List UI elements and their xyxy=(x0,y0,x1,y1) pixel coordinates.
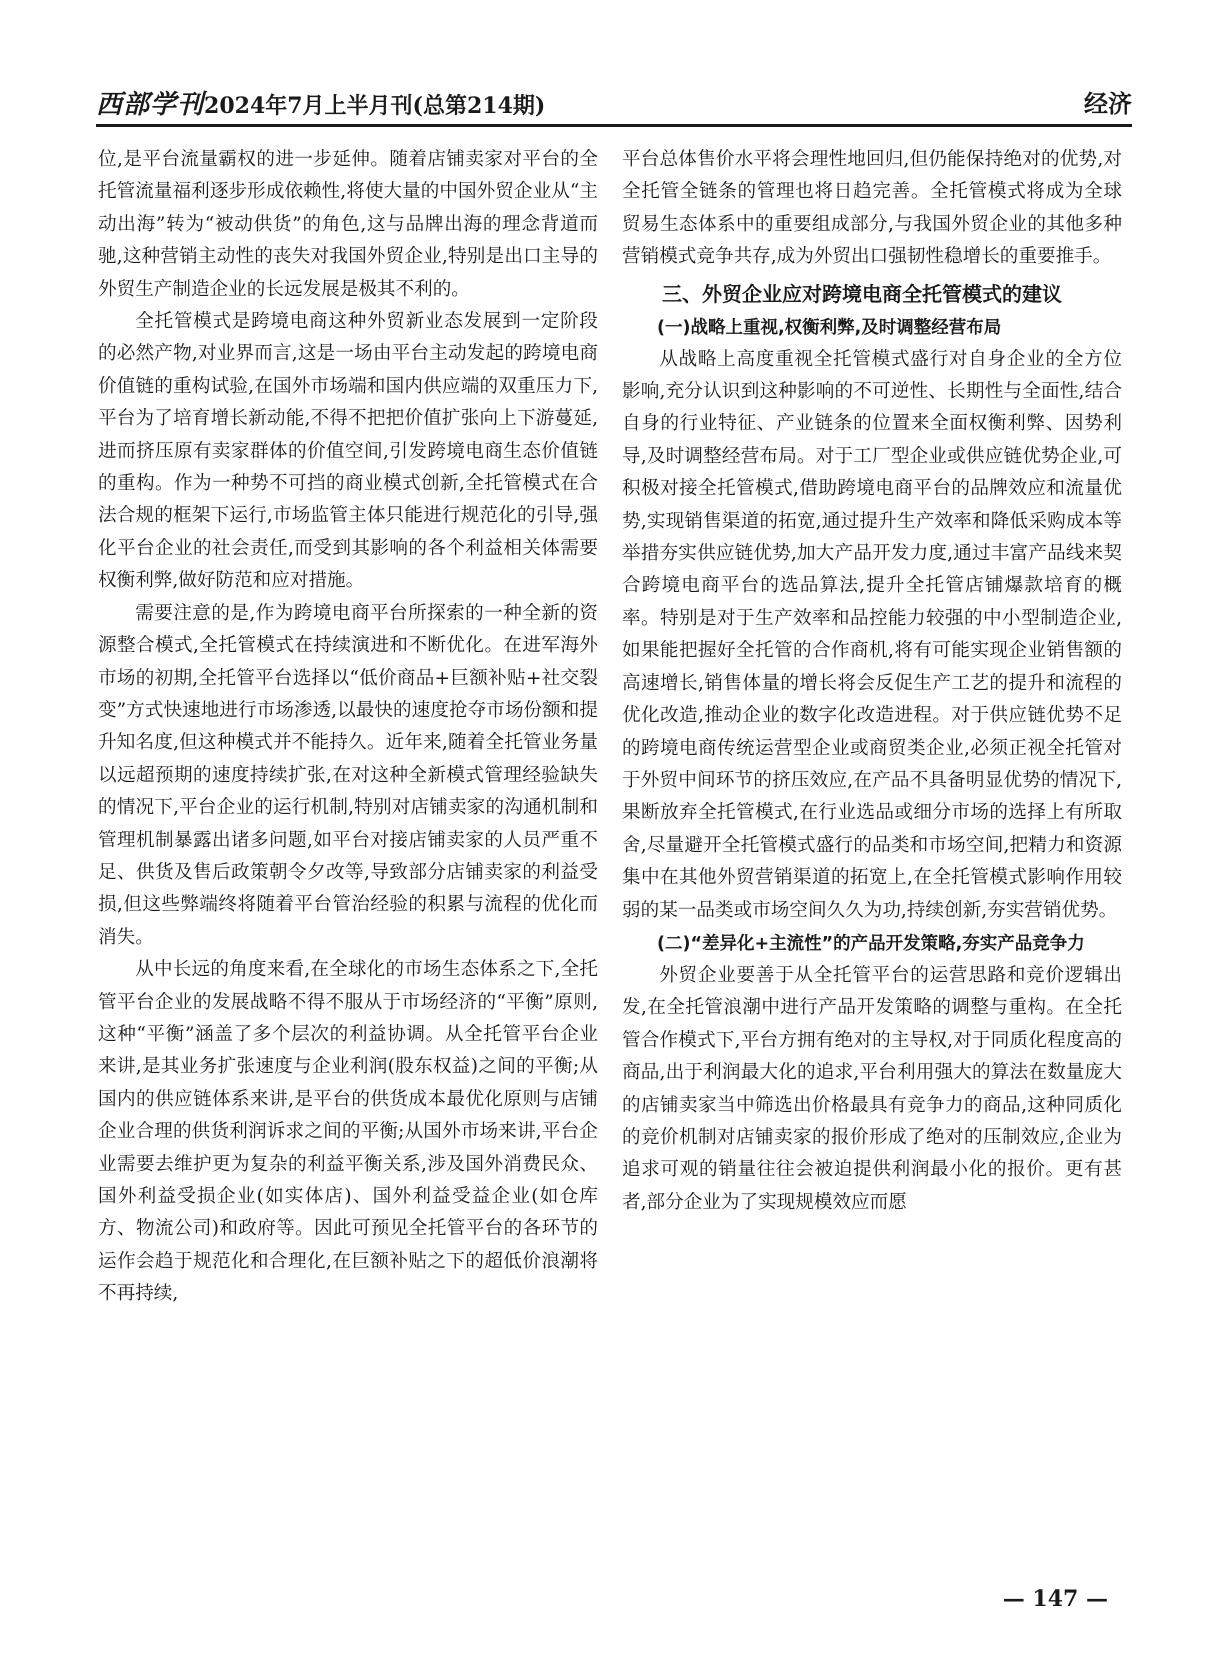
paragraph: 平台总体售价水平将会理性地回归,但仍能保持绝对的优势,对全托管全链条的管理也将日趋完善。全托管模式将成为全球贸易生态体系中的重要组成部分,与我国外贸企业的其他多种营销模式竞争共存,成为外贸出口强韧性稳增长的重要推手。 xyxy=(622,149,1122,268)
header-left xyxy=(96,84,545,121)
right-column xyxy=(622,144,1122,1219)
section-heading: 三、外贸企业应对跨境电商全托管模式的建议 xyxy=(662,281,1062,306)
paragraph: 全托管模式是跨境电商这种外贸新业态发展到一定阶段的必然产物,对业界而言,这是一场由平台主动发起的跨境电商价值链的重构试验,在国外市场端和国内供应端的双重压力下,平台为了培育增长新动能,不得不把把价值扩张向上下游蔓延,进而挤压原有卖家群体的价值空间,引发跨境电商生态价值链的重构。作为一种势不可挡的商业模式创新,全托管模式在合法合规的框架下运行,市场监管主体只能进行规范化的引导,强化平台企业的社会责任,而受到其影响的各个利益相关体需要权衡利弊,做好防范和应对措施。 xyxy=(98,311,598,592)
paragraph: 位,是平台流量霸权的进一步延伸。随着店铺卖家对平台的全托管流量福利逐步形成依赖性,将使大量的中国外贸企业从“主动出海”转为“被动供货”的角色,这与品牌出海的理念背道而驰,这种营销主动性的丧失对我国外贸企业,特别是出口主导的外贸生产制造企业的长远发展是极其不利的。 xyxy=(98,149,598,300)
paragraph: 需要注意的是,作为跨境电商平台所探索的一种全新的资源整合模式,全托管模式在持续演进和不断优化。在进军海外市场的初期,全托管平台选择以“低价商品+巨额补贴+社交裂变”方式快速地进行市场渗透,以最快的速度抢夺市场份额和提升知名度,但这种模式并不能持久。近年来,随着全托管业务量以远超预期的速度持续扩张,在对这种全新模式管理经验缺失的情况下,平台企业的运行机制,特别对店铺卖家的沟通机制和管理机制暴露出诸多问题,如平台对接店铺卖家的人员严重不足、供货及售后政策朝令夕改等,导致部分店铺卖家的利益受损,但这些弊端终将随着平台管治经验的积累与流程的优化而消失。 xyxy=(98,602,598,948)
section-label: 经济 xyxy=(1084,89,1132,118)
paragraph: 外贸企业要善于从全托管平台的运营思路和竞价逻辑出发,在全托管浪潮中进行产品开发策略的调整与重构。在全托管合作模式下,平台方拥有绝对的主导权,对于同质化程度高的商品,出于利润最大化的追求,平台利用强大的算法在数量庞大的店铺卖家当中筛选出价格最具有竞争力的商品,这种同质化的竞价机制对店铺卖家的报价形成了绝对的压制效应,企业为追求可观的销量往往会被迫提供利润最小化的报价。更有甚者,部分企业为了实现规模效应而愿 xyxy=(622,964,1122,1213)
subsection-heading: (一)战略上重视,权衡利弊,及时调整经营布局 xyxy=(657,317,1002,338)
left-column xyxy=(98,144,598,1311)
subsection-heading: (二)“差异化+主流性”的产品开发策略,夯实产品竞争力 xyxy=(657,933,1085,954)
running-header xyxy=(96,84,1132,120)
paragraph: 从中长远的角度来看,在全球化的市场生态体系之下,全托管平台企业的发展战略不得不服从于市场经济的“平衡”原则,这种“平衡”涵盖了多个层次的利益协调。从全托管平台企业来讲,是其业务扩张速度与企业利润(股东权益)之间的平衡;从国内的供应链体系来讲,是平台的供货成本最优化原则与店铺企业合理的供货利润诉求之间的平衡;从国外市场来讲,平台企业需要去维护更为复杂的利益平衡关系,涉及国外消费民众、国外利益受损企业(如实体店)、国外利益受益企业(如仓库方、物流公司)和政府等。因此可预见全托管平台的各环节的运作会趋于规范化和合理化,在巨额补贴之下的超低价浪潮将不再持续, xyxy=(98,959,598,1305)
paragraph: 从战略上高度重视全托管模式盛行对自身企业的全方位影响,充分认识到这种影响的不可逆性、长期性与全面性,结合自身的行业特征、产业链条的位置来全面权衡利弊、因势利导,及时调整经营布局。对于工厂型企业或供应链优势企业,可积极对接全托管模式,借助跨境电商平台的品牌效应和流量优势,实现销售渠道的拓宽,通过提升生产效率和降低采购成本等举措夯实供应链优势,加大产品开发力度,通过丰富产品线来契合跨境电商平台的选品算法,提升全托管店铺爆款培育的概率。特别是对于生产效率和品控能力较强的中小型制造企业,如果能把握好全托管的合作商机,将有可能实现企业销售额的高速增长,销售体量的增长将会反促生产工艺的提升和流程的优化改造,推动企业的数字化改造进程。对于供应链优势不足的跨境电商传统运营型企业或商贸类企业,必须正视全托管对于外贸中间环节的挤压效应,在产品不具备明显优势的情况下,果断放弃全托管模式,在行业选品或细分市场的选择上有所取舍,尽量避开全托管模式盛行的品类和市场空间,把精力和资源集中在其他外贸营销渠道的拓宽上,在全托管模式影响作用较弱的某一品类或市场空间久久为功,持续创新,夯实营销优势。 xyxy=(622,348,1122,921)
issue-info: 2024年7月上半月刊(总第214期) xyxy=(204,93,546,119)
journal-name: 西部学刊 xyxy=(96,90,205,120)
page-number: — 147 — xyxy=(1002,1586,1108,1612)
header-rule xyxy=(96,124,1132,127)
